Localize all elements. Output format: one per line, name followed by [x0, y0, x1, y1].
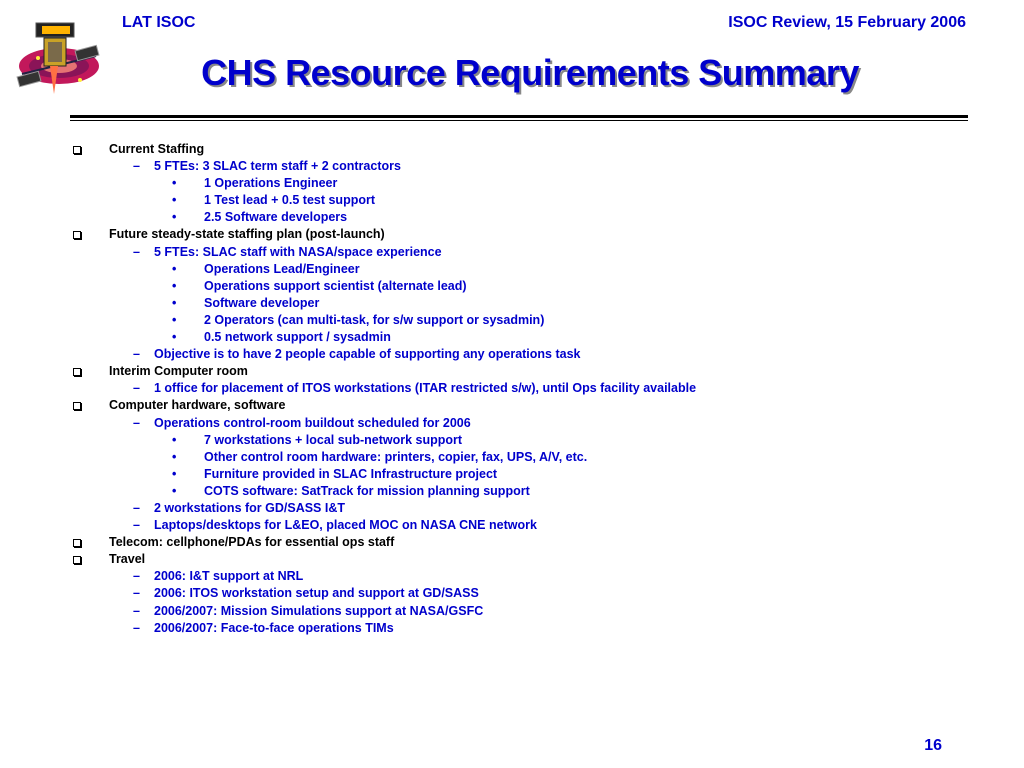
bullet-text: Future steady-state staffing plan (post-launch)	[109, 227, 385, 242]
sub-bullet-text: Objective is to have 2 people capable of supporting any operations task	[154, 347, 581, 362]
detail-text: Operations support scientist (alternate lead)	[204, 278, 467, 293]
bullet-text: Computer hardware, software	[109, 398, 286, 413]
detail-text: 2 Operators (can multi-task, for s/w support or sysadmin)	[204, 312, 545, 327]
sub-bullet-text: 2 workstations for GD/SASS I&T	[154, 500, 346, 515]
bullet-text: Current Staffing	[109, 142, 205, 156]
detail-text: 0.5 network support / sysadmin	[204, 330, 391, 345]
dot-bullet-icon: •	[172, 483, 177, 498]
sub-bullet-text: 1 office for placement of ITOS workstations (ITAR restricted s/w), until Ops facility available	[154, 381, 697, 396]
detail-item	[0, 261, 1024, 278]
detail-item	[0, 209, 1024, 226]
dash-bullet-icon: –	[133, 159, 140, 174]
bullet-item	[0, 551, 1024, 568]
dot-bullet-icon: •	[172, 449, 177, 464]
dash-bullet-icon: –	[133, 347, 140, 362]
sub-bullet-item	[0, 415, 1024, 432]
sub-bullet-text: 5 FTEs: SLAC staff with NASA/space experience	[154, 244, 442, 259]
detail-item	[0, 466, 1024, 483]
dash-bullet-icon: –	[133, 381, 140, 396]
detail-item	[0, 278, 1024, 295]
dash-bullet-icon: –	[133, 603, 140, 618]
sub-bullet-item	[0, 585, 1024, 602]
bullet-text: Interim Computer room	[109, 364, 248, 379]
dash-bullet-icon: –	[133, 586, 140, 601]
detail-item	[0, 192, 1024, 209]
detail-item	[0, 175, 1024, 192]
dot-bullet-icon: •	[172, 432, 177, 447]
sub-bullet-item	[0, 517, 1024, 534]
checkbox-bullet-icon	[73, 368, 81, 376]
dot-bullet-icon: •	[172, 466, 177, 481]
bullet-item	[0, 397, 1024, 414]
sub-bullet-item	[0, 244, 1024, 261]
dash-bullet-icon: –	[133, 518, 140, 533]
detail-item	[0, 295, 1024, 312]
sub-bullet-item	[0, 568, 1024, 585]
dash-bullet-icon: –	[133, 500, 140, 515]
bullet-item	[0, 363, 1024, 380]
dash-bullet-icon: –	[133, 244, 140, 259]
checkbox-bullet-icon	[73, 146, 81, 154]
sub-bullet-item	[0, 603, 1024, 620]
title-divider-thin	[70, 120, 968, 121]
sub-bullet-item	[0, 380, 1024, 397]
checkbox-bullet-icon	[73, 402, 81, 410]
dot-bullet-icon: •	[172, 312, 177, 327]
detail-text: 7 workstations + local sub-network support	[204, 432, 463, 447]
dot-bullet-icon: •	[172, 193, 177, 208]
dot-bullet-icon: •	[172, 278, 177, 293]
bullet-item	[0, 226, 1024, 243]
title-divider-thick	[70, 115, 968, 118]
dot-bullet-icon: •	[172, 261, 177, 276]
sub-bullet-text: Operations control-room buildout scheduled for 2006	[154, 415, 471, 430]
detail-text: COTS software: SatTrack for mission planning support	[204, 483, 530, 498]
dash-bullet-icon: –	[133, 569, 140, 584]
bullet-item	[0, 141, 1024, 158]
detail-text: 1 Operations Engineer	[204, 176, 338, 191]
slide-title: CHS Resource Requirements Summary	[201, 52, 859, 93]
sub-bullet-text: 2006: ITOS workstation setup and support at GD/SASS	[154, 586, 479, 601]
sub-bullet-text: Laptops/desktops for L&EO, placed MOC on NASA CNE network	[154, 518, 537, 533]
checkbox-bullet-icon	[73, 539, 81, 547]
dot-bullet-icon: •	[172, 176, 177, 191]
sub-bullet-item	[0, 620, 1024, 637]
sub-bullet-text: 5 FTEs: 3 SLAC term staff + 2 contractors	[154, 159, 401, 174]
detail-text: Other control room hardware: printers, copier, fax, UPS, A/V, etc.	[204, 449, 588, 464]
detail-text: Operations Lead/Engineer	[204, 261, 360, 276]
sub-bullet-item	[0, 500, 1024, 517]
detail-item	[0, 449, 1024, 466]
checkbox-bullet-icon	[73, 556, 81, 564]
checkbox-bullet-icon	[73, 231, 81, 239]
detail-item	[0, 329, 1024, 346]
dot-bullet-icon: •	[172, 210, 177, 225]
bullet-item	[0, 534, 1024, 551]
detail-item	[0, 312, 1024, 329]
dot-bullet-icon: •	[172, 330, 177, 345]
detail-item	[0, 483, 1024, 500]
header-org: LAT ISOC	[122, 14, 196, 31]
detail-text: Furniture provided in SLAC Infrastructure project	[204, 466, 498, 481]
sub-bullet-text: 2006: I&T support at NRL	[154, 569, 304, 584]
dash-bullet-icon: –	[133, 620, 140, 635]
bullet-list	[0, 141, 1024, 637]
detail-text: 2.5 Software developers	[204, 210, 348, 225]
bullet-text: Travel	[109, 552, 146, 567]
sub-bullet-text: 2006/2007: Mission Simulations support at NASA/GSFC	[154, 603, 484, 618]
detail-text: 1 Test lead + 0.5 test support	[204, 193, 376, 208]
detail-text: Software developer	[204, 295, 320, 310]
sub-bullet-item	[0, 346, 1024, 363]
bullet-text: Telecom: cellphone/PDAs for essential ops staff	[109, 535, 395, 550]
sub-bullet-item	[0, 158, 1024, 175]
header-review-date: ISOC Review, 15 February 2006	[728, 14, 966, 31]
dash-bullet-icon: –	[133, 415, 140, 430]
page-number: 16	[924, 737, 942, 754]
sub-bullet-text: 2006/2007: Face-to-face operations TIMs	[154, 620, 394, 635]
detail-item	[0, 432, 1024, 449]
dot-bullet-icon: •	[172, 295, 177, 310]
